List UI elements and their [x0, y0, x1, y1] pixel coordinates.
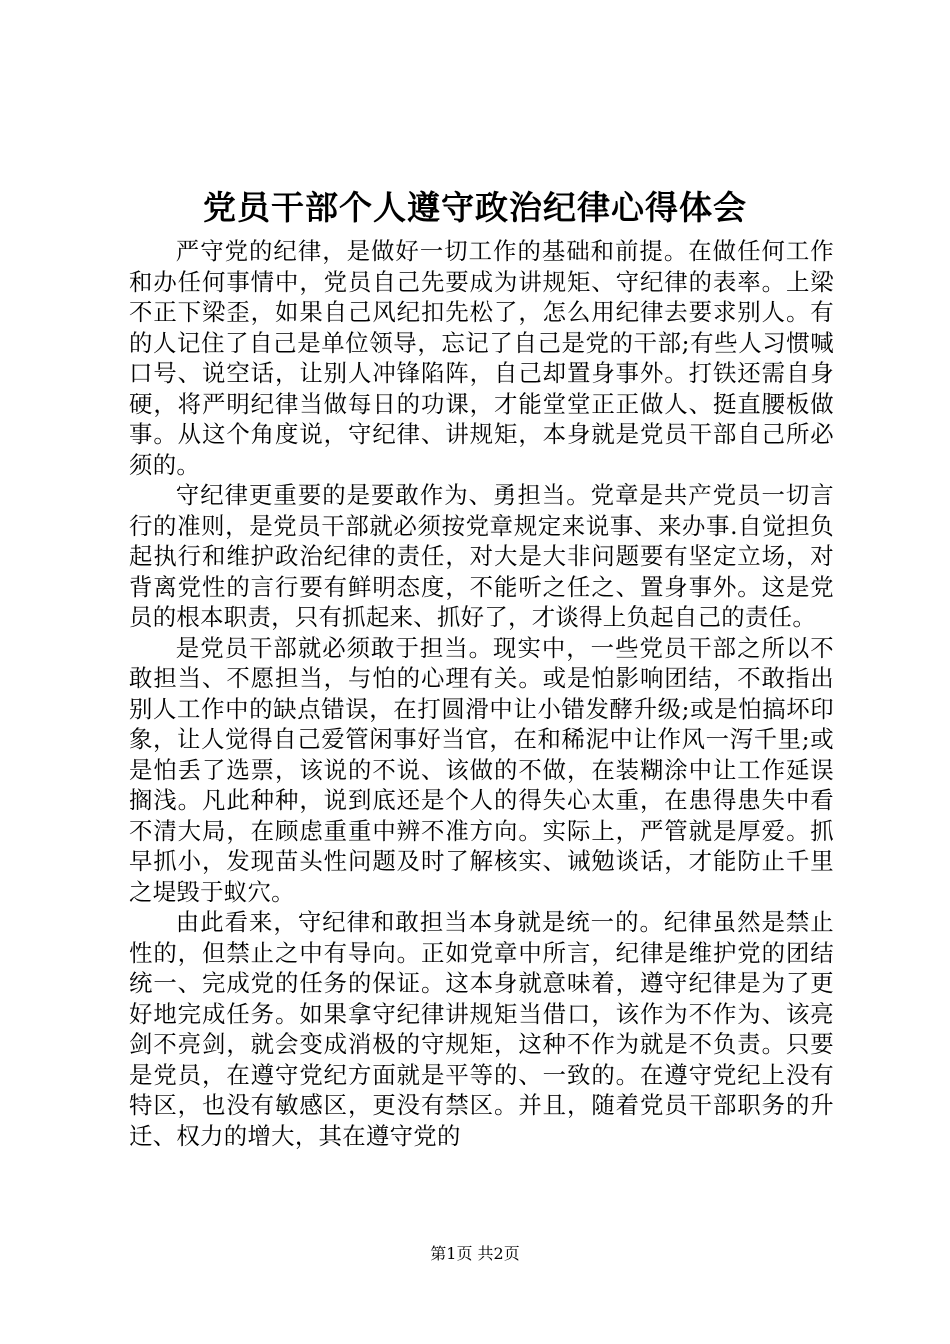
paragraph-1: 严守党的纪律，是做好一切工作的基础和前提。在做任何工作和办任何事情中，党员自己先要成为讲规矩、守纪律的表率。上梁不正下梁歪，如果自己风纪扣先松了，怎么用纪律去要求别人。有的人记住了自己是单位领导，忘记了自己是党的干部;有些人习惯喊口号、说空话，让别人冲锋陷阵，自己却置身事外。打铁还需自身硬，将严明纪律当做每日的功课，才能堂堂正正做人、挺直腰板做事。从这个角度说，守纪律、讲规矩，本身就是党员干部自己所必须的。 [129, 237, 834, 479]
paragraph-3: 是党员干部就必须敢于担当。现实中，一些党员干部之所以不敢担当、不愿担当，与怕的心理有关。或是怕影响团结，不敢指出别人工作中的缺点错误，在打圆滑中让小错发酵升级;或是怕搞坏印象，让人觉得自己爱管闲事好当官，在和稀泥中让作风一泻千里;或是怕丢了选票，该说的不说、该做的不做，在装糊涂中让工作延误搁浅。凡此种种，说到底还是个人的得失心太重，在患得患失中看不清大局，在顾虑重重中辨不准方向。实际上，严管就是厚爱。抓早抓小，发现苗头性问题及时了解核实、诫勉谈话，才能防止千里之堤毁于蚁穴。 [129, 633, 834, 906]
page-number-footer: 第1页 共2页 [430, 1244, 520, 1263]
document-title: 党员干部个人遵守政治纪律心得体会 [203, 188, 747, 227]
paragraph-4: 由此看来，守纪律和敢担当本身就是统一的。纪律虽然是禁止性的，但禁止之中有导向。正如党章中所言，纪律是维护党的团结统一、完成党的任务的保证。这本身就意味着，遵守纪律是为了更好地完成任务。如果拿守纪律讲规矩当借口，该作为不作为、该亮剑不亮剑，就会变成消极的守规矩，这种不作为就是不负责。只要是党员，在遵守党纪方面就是平等的、一致的。在遵守党纪上没有特区，也没有敏感区，更没有禁区。并且，随着党员干部职务的升迁、权力的增大，其在遵守党的 [129, 908, 834, 1150]
document-body [129, 236, 834, 1151]
paragraph-2: 守纪律更重要的是要敢作为、勇担当。党章是共产党员一切言行的准则，是党员干部就必须按党章规定来说事、来办事.自觉担负起执行和维护政治纪律的责任，对大是大非问题要有坚定立场，对背离党性的言行要有鲜明态度，不能听之任之、置身事外。这是党员的根本职责，只有抓起来、抓好了，才谈得上负起自己的责任。 [129, 481, 834, 631]
